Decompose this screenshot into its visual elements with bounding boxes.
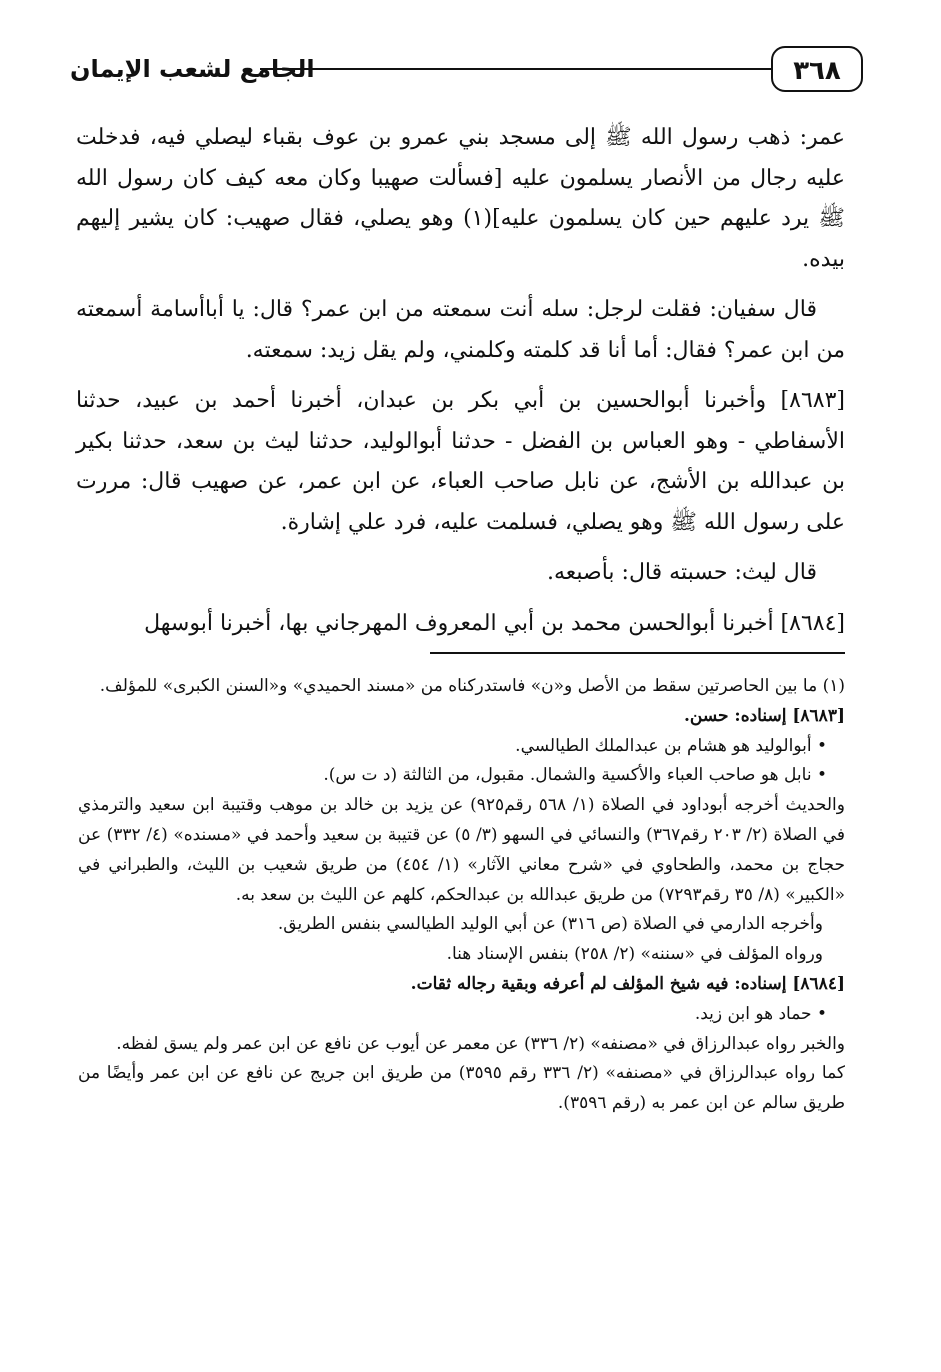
- page-number: ٣٦٨: [771, 46, 863, 92]
- paragraph-4: قال ليث: حسبته قال: بأصبعه.: [547, 560, 817, 585]
- paragraph-2: قال سفيان: فقلت لرجل: سله أنت سمعته من ابن عمر؟ قال: يا أباأسامة أسمعته من ابن عمر؟ فقال: أما أنا قد كلمته وكلمني، ولم يقل زيد: سمعته.: [76, 297, 845, 363]
- footnote-bullet-abulwalid: • أبوالوليد هو هشام بن عبدالملك الطيالسي.: [515, 735, 827, 756]
- footnote-abdulrazzaq-2: كما رواه عبدالرزاق في «مصنفه» (٢/ ٣٣٦ رقم ٣٥٩٥) من طريق ابن جريج عن نافع عن ابن عمر وأيضًا من طريق سالم عن ابن عمر به (رقم ٣٥٩٦).: [78, 1063, 845, 1114]
- book-title: الجامع لشعب الإيمان: [70, 55, 315, 83]
- paragraph-1: عمر: ذهب رسول الله ﷺ إلى مسجد بني عمرو بن عوف بقباء ليصلي فيه، فدخلت عليه رجال من الأنصار يسلمون عليه [فسألت صهيبا وكان معه كيف كان رسول الله ﷺ يرد عليهم حين كان يسلمون عليه](١) وهو يصلي، فقال صهيب: كان يشير إليهم بيده.: [76, 125, 845, 272]
- footnote-8684-heading: [٨٦٨٤] إسناده: فيه شيخ المؤلف لم أعرفه وبقية رجاله ثقات.: [410, 973, 845, 994]
- footnote-darimi: وأخرجه الدارمي في الصلاة (ص ٣١٦) عن أبي الوليد الطيالسي بنفس الطريق.: [277, 914, 823, 935]
- page-header: [70, 46, 863, 100]
- footnotes: [78, 672, 845, 1119]
- footnote-bullet-hammad: • حماد هو ابن زيد.: [694, 1003, 827, 1024]
- footnote-abdulrazzaq-1: والخبر رواه عبدالرزاق في «مصنفه» (٢/ ٣٣٦) عن معمر عن أيوب عن نافع عن ابن عمر ولم يسق لفظه.: [116, 1033, 845, 1054]
- paragraph-5: [٨٦٨٤] أخبرنا أبوالحسن محمد بن أبي المعروف المهرجاني بها، أخبرنا أبوسهل: [144, 610, 845, 636]
- footnote-bullet-nabil: • نابل هو صاحب العباء والأكسية والشمال. مقبول، من الثالثة (د ت س).: [323, 765, 827, 786]
- main-text: [76, 118, 845, 654]
- footnote-1: (١) ما بين الحاصرتين سقط من الأصل و«ن» فاستدركناه من «مسند الحميدي» و«السنن الكبرى» للمؤلف.: [99, 676, 845, 696]
- footnote-takhrij-8683: والحديث أخرجه أبوداود في الصلاة (١/ ٥٦٨ رقم٩٢٥) عن يزيد بن خالد بن موهب وقتيبة ابن سعيد والترمذي في الصلاة (٢/ ٢٠٣ رقم٣٦٧) والنسائي في السهو (٣/ ٥) عن قتيبة بن سعيد وأحمد في «مسنده» (٤/ ٣٣٢) عن حجاج بن محمد، والطحاوي في «شرح معاني الآثار» (١/ ٤٥٤) من طريق شعيب بن الليث، والطبراني في «الكبير» (٨/ ٣٥ رقم٧٢٩٣) من طريق عبدالله بن عبدالحكم، كلهم عن الليث بن سعد به.: [78, 795, 846, 905]
- paragraph-3: [٨٦٨٣] وأخبرنا أبوالحسين بن أبي بكر بن عبدان، أخبرنا أحمد بن عبيد، حدثنا الأسفاطي - وهو العباس بن الفضل - حدثنا أبوالوليد، حدثنا ليث بن سعد، حدثنا بكير بن عبدالله بن الأشج، عن نابل صاحب العباء، عن ابن عمر، عن صهيب قال: مررت على رسول الله ﷺ وهو يصلي، فسلمت عليه، فرد علي إشارة.: [76, 388, 845, 535]
- footnote-sunan: ورواه المؤلف في «سننه» (٢/ ٢٥٨) بنفس الإسناد هنا.: [446, 944, 823, 965]
- footnote-separator: [430, 652, 845, 654]
- footnote-8683-heading: [٨٦٨٣] إسناده: حسن.: [683, 705, 845, 726]
- header-rule: [260, 68, 771, 70]
